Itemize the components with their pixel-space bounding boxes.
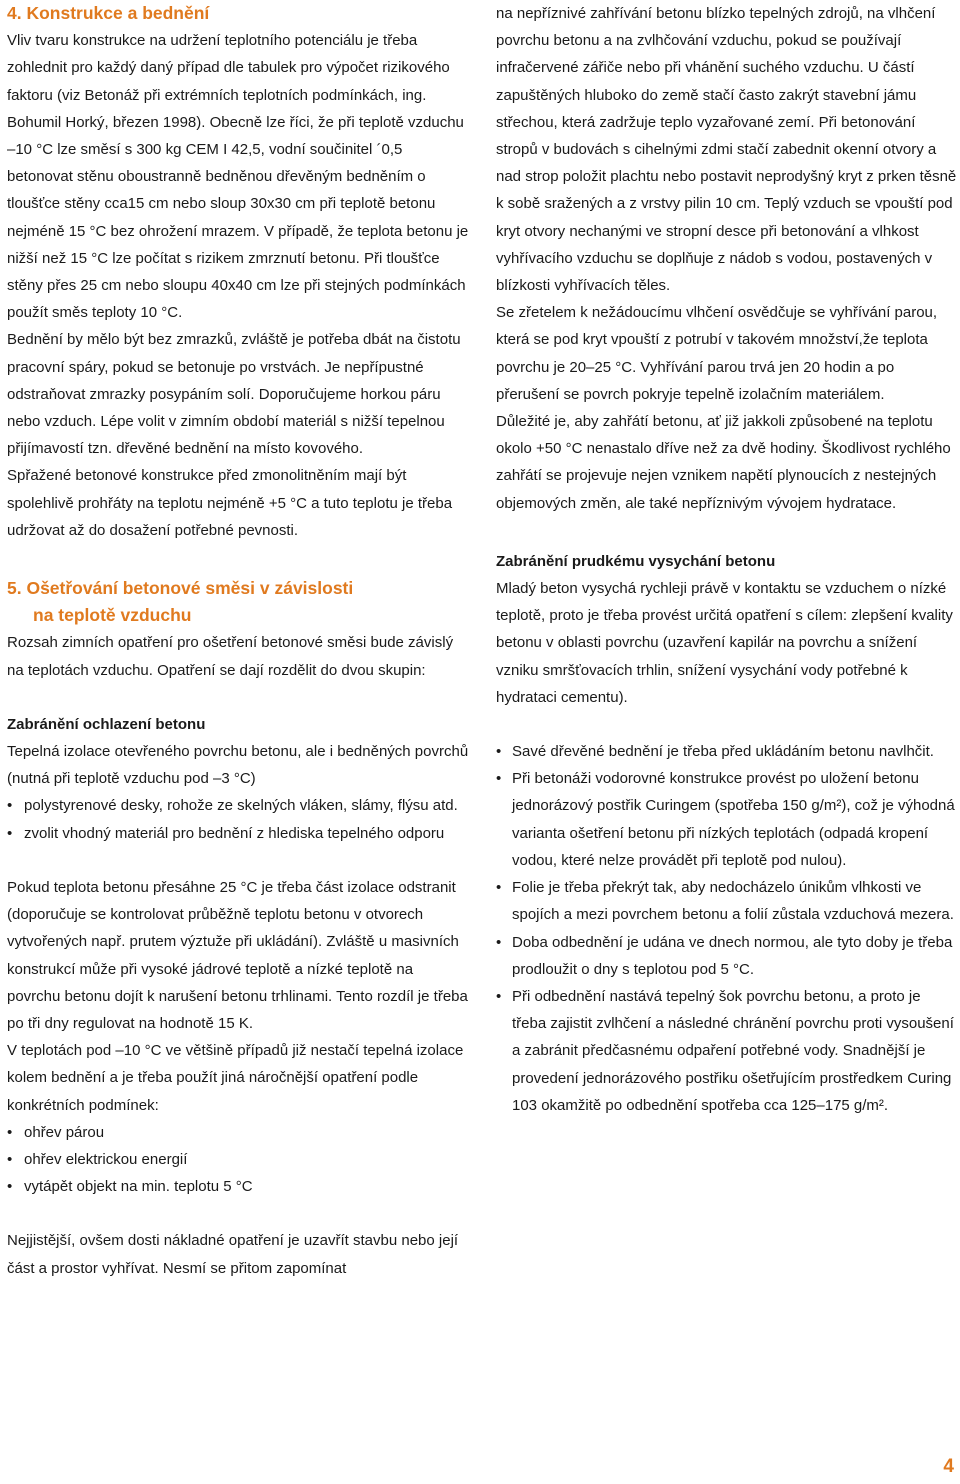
list-item: • Doba odbednění je udána ve dnech normou, ale tyto doby je třeba prodloužit o dny s teplotou pod 5 °C.: [496, 929, 958, 983]
heating-paragraph: na nepříznivé zahřívání betonu blízko tepelných zdrojů, na vlhčení povrchu betonu a na zvlhčování vzduchu, pokud se používají infračervené zářiče nebo při vhánění suchého vzduchu. U částí zapuštěných hluboko do země stačí často zakrýt stavební jámu střechou, která zadržuje teplo vyzařované zemí. Při betonování stropů v budovách s cihelnými zdmi stačí zabednit okenní otvory a nad strop položit plachtu nebo postavit neprodyšný kryt z prken těsně k sobě sražených a z vrstvy pilin 10 cm. Teplý vzduch se vpouští pod kryt otvory nechanými ve stropní desce při betonování a vlhkost vyhřívacího vzduchu se doplňuje z nádob s vodou, postavených v blízkosti vyhřívacích těles.: [496, 5, 957, 295]
section-4-paragraph: Spřažené betonové konstrukce před zmonolitněním mají být spolehlivě prohřáty na teplotu nejméně +5 °C a tuto teplotu je třeba udržovat až do dosažení potřebné pevnosti.: [7, 467, 453, 539]
page-number: 4: [943, 1456, 954, 1477]
section-4-paragraph: Vliv tvaru konstrukce na udržení teplotního potenciálu je třeba zohlednit pro každý daný případ dle tabulek pro výpočet rizikového faktoru (viz Betonáž při extrémních teplotních podmínkách, ing. Bohumil Horký, březen 1998). Obecně lze říci, že při teplotě vzduchu –10 °C lze směsí s 300 kg CEM I 42,5, vodní součinitel ´0,5 betonovat stěnu oboustranně bedněnou dřevěným bedněním o tloušťce stěny cca15 cm nebo sloup 30x30 cm při teplotě betonu nejméně 15 °C bez ohrožení mrazem. V případě, že teplota betonu je nižší než 15 °C lze počítat s rizikem zmrznutí betonu. Při tloušťce stěny přes 25 cm nebo sloupu 40x40 cm lze při stejných podmínkách použít směs teploty 10 °C.: [7, 32, 469, 322]
section-5-title: [7, 575, 469, 629]
right-column: [496, 0, 958, 1119]
insulation-list: [7, 792, 469, 846]
subsection-drying-title: Zabránění prudkému vysychání betonu: [496, 552, 776, 570]
left-column: [7, 0, 469, 1282]
list-item: • Savé dřevěné bednění je třeba před ukládáním betonu navlhčit.: [496, 738, 958, 765]
drying-measures-list: [496, 738, 958, 1119]
subsection-cooling-text: Tepelná izolace otevřeného povrchu betonu, ale i bedněných povrchů (nutná při teplotě vzduchu pod –3 °C): [7, 743, 469, 788]
list-item: • zvolit vhodný materiál pro bednění z hlediska tepelného odporu: [7, 820, 469, 847]
section-4-paragraph: Bednění by mělo být bez zmrazků, zvláště je potřeba dbát na čistotu pracovní spáry, pokud se betonuje po vrstvách. Je nepřípustné odstraňovat zmrazky posypáním solí. Doporučujeme horkou páru nebo vzduch. Lépe volit v zimním období materiál s nižší tepelnou přijímavostí tzn. dřevěné bednění na místo kovového.: [7, 331, 461, 458]
subsection-cooling-title: Zabránění ochlazení betonu: [7, 715, 206, 733]
section-4-title: 4. Konstrukce a bednění: [7, 3, 210, 23]
section-5-title-line1: 5. Ošetřování betonové směsi v závislosti: [7, 578, 354, 599]
list-item: • ohřev párou: [7, 1119, 469, 1146]
section-5-intro: Rozsah zimních opatření pro ošetření betonové směsi bude závislý na teplotách vzduchu. Opatření se dají rozdělit do dvou skupin:: [7, 634, 454, 679]
list-item: • ohřev elektrickou energií: [7, 1146, 469, 1173]
list-item: • Při betonáži vodorovné konstrukce provést po uložení betonu jednorázový postřik Curingem (spotřeba 150 g/m²), což je výhodná varianta ošetření betonu při nízkých teplotách (odpadá kropení vodou, které nelze provádět při teplotě pod nulou).: [496, 765, 958, 874]
heating-list: [7, 1119, 469, 1201]
cold-weather-paragraph: V teplotách pod –10 °C ve většině případů již nestačí tepelná izolace kolem bednění a je třeba použít jiná náročnější opatření podle konkrétních podmínek:: [7, 1042, 464, 1114]
section-5-title-line2: na teplotě vzduchu: [33, 605, 192, 626]
closing-paragraph: Nejjistější, ovšem dosti nákladné opatření je uzavřít stavbu nebo její část a prostor vyhřívat. Nesmí se přitom zapomínat: [7, 1232, 459, 1277]
list-item: • Při odbednění nastává tepelný šok povrchu betonu, a proto je třeba zajistit zvlhčení a následné chránění povrchu proti vysoušení a zabránit předčasnému odpaření potřebné vody. Snadnější je provedení jednorázového postřiku ošetřujícím prostředkem Curing 103 okamžitě po odbednění spotřeba cca 125–175 g/m².: [496, 983, 958, 1119]
hot-concrete-paragraph: Pokud teplota betonu přesáhne 25 °C je třeba část izolace odstranit (doporučuje se kontrolovat průběžně teplotu betonu v otvorech vytvořených např. prutem výztuže při ukládání). Zvláště u masivních konstrukcí může při vysoké jádrové teplotě a nízké teplotě na povrchu betonu dojít k narušení betonu trhlinami. Tento rozdíl je třeba po tři dny regulovat na hodnotě 15 K.: [7, 878, 468, 1032]
list-item: • Folie je třeba překrýt tak, aby nedocházelo únikům vlhkosti ve spojích a mezi povrchem betonu a folií zůstala vzduchová mezera.: [496, 874, 958, 928]
subsection-drying-text: Mladý beton vysychá rychleji právě v kontaktu se vzduchem o nízké teplotě, proto je třeba provést určitá opatření s cílem: zlepšení kvality betonu v oblasti povrchu (uzavření kapilár na povrchu a snížení vzniku smršťovacích trhlin, snížení vysychání vody potřebné k hydrataci cementu).: [496, 580, 953, 706]
steam-paragraph: Se zřetelem k nežádoucímu vlhčení osvědčuje se vyhřívání parou, která se pod kryt vpouští z potrubí v takovém množství,že teplota povrchu je 20–25 °C. Vyhřívání parou trvá jen 20 hodin a po přerušení se povrch pokryje tepelně izolačním materiálem.: [496, 304, 938, 403]
list-item: • polystyrenové desky, rohože ze skelných vláken, slámy, flýsu atd.: [7, 792, 469, 819]
heating-rate-paragraph: Důležité je, aby zahřátí betonu, ať již jakkoli způsobené na teplotu okolo +50 °C nenastalo dříve než za dvě hodiny. Škodlivost rychlého zahřátí se projevuje nejen vznikem napětí plynoucích z nestejných objemových změn, ale také nepříznivým vývojem hydratace.: [496, 413, 951, 512]
list-item: • vytápět objekt na min. teplotu 5 °C: [7, 1173, 469, 1200]
